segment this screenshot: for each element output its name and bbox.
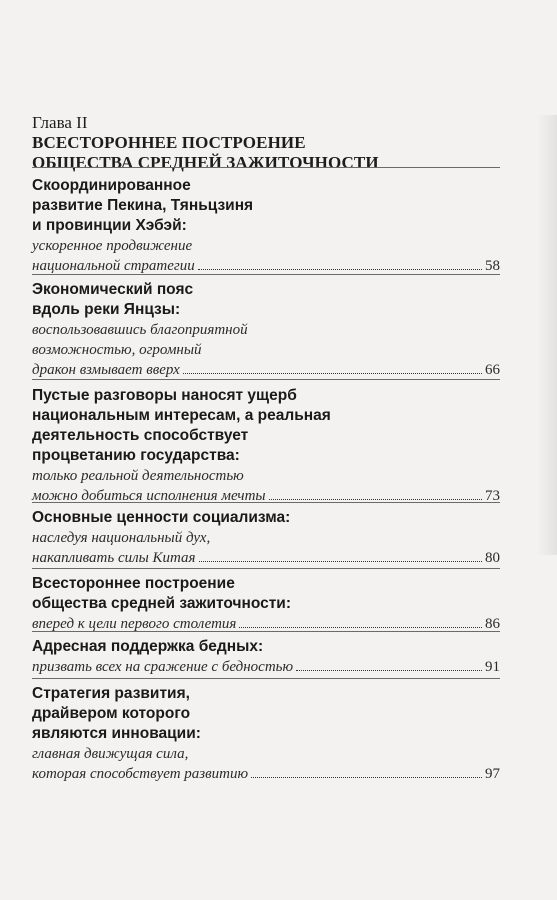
toc-entry[interactable] (32, 176, 500, 276)
chapter-title-line: ОБЩЕСТВА СРЕДНЕЙ ЗАЖИТОЧНОСТИ (32, 153, 379, 172)
entry-title-line: и провинции Хэбэй: (32, 217, 187, 234)
entry-title-line: Экономический пояс (32, 281, 194, 298)
toc-entry[interactable] (32, 684, 500, 784)
toc-entry[interactable] (32, 386, 500, 506)
dot-leader (199, 561, 483, 562)
entry-title-line: Скоординированное (32, 177, 191, 194)
entry-subtitle-line: призвать всех на сражение с бедностью (32, 659, 294, 675)
chapter-heading (32, 113, 532, 173)
page-number: 97 (485, 766, 500, 782)
entry-subtitle-line: возможностью, огромный (32, 342, 202, 358)
entry-subtitle-line: воспользовавшись благоприятной (32, 322, 248, 338)
entry-subtitle-line: дракон взмывает вверх (32, 362, 180, 378)
dot-leader (183, 373, 482, 374)
entry-title-line: Стратегия развития, (32, 685, 190, 702)
entry-title-line: Адресная поддержка бедных: (32, 638, 264, 655)
entry-subtitle-line: главная движущая сила, (32, 746, 189, 762)
entry-title-line: Всестороннее построение (32, 575, 235, 592)
entry-subtitle-line: накапливать силы Китая (32, 550, 196, 566)
divider (32, 274, 500, 275)
entry-last-line (32, 548, 500, 568)
entry-title-line: Основные ценности социализма: (32, 509, 291, 526)
chapter-label: Глава II (32, 113, 88, 132)
entry-title-line: вдоль реки Янцзы: (32, 301, 181, 318)
page-number: 73 (485, 488, 500, 504)
entry-last-line (32, 657, 500, 677)
divider (32, 502, 500, 503)
entry-subtitle-line: национальной стратегии (32, 258, 195, 274)
dot-leader (239, 627, 482, 628)
entry-subtitle-line: наследуя национальный дух, (32, 530, 211, 546)
entry-last-line (32, 486, 500, 506)
dot-leader (198, 269, 482, 270)
divider (32, 379, 500, 380)
toc-entry[interactable] (32, 280, 500, 380)
toc-entry[interactable] (32, 574, 500, 634)
entry-last-line (32, 256, 500, 276)
toc-entry[interactable] (32, 508, 500, 568)
chapter-title-line: ВСЕСТОРОННЕЕ ПОСТРОЕНИЕ (32, 133, 306, 152)
divider (32, 678, 500, 679)
page-number: 91 (485, 659, 500, 675)
entry-title-line: являются инновации: (32, 725, 201, 742)
toc-entry[interactable] (32, 637, 500, 677)
page-number: 58 (485, 258, 500, 274)
entry-last-line (32, 764, 500, 784)
entry-title-line: деятельность способствует (32, 427, 249, 444)
page-number: 86 (485, 616, 500, 632)
page-number: 66 (485, 362, 500, 378)
entry-title-line: общества средней зажиточности: (32, 595, 291, 612)
dot-leader (251, 777, 482, 778)
entry-subtitle-line: которая способствует развитию (32, 766, 249, 782)
entry-title-line: драйвером которого (32, 705, 191, 722)
divider (32, 568, 500, 569)
divider (32, 167, 500, 168)
entry-last-line (32, 360, 500, 380)
entry-title-line: национальным интересам, а реальная (32, 407, 331, 424)
entry-subtitle-line: ускоренное продвижение (32, 238, 193, 254)
entry-title-line: Пустые разговоры наносят ущерб (32, 387, 297, 404)
entry-subtitle-line: только реальной деятельностью (32, 468, 244, 484)
entry-subtitle-line: вперед к цели первого столетия (32, 616, 237, 632)
dot-leader (269, 499, 482, 500)
page-number: 80 (485, 550, 500, 566)
entry-title-line: процветанию государства: (32, 447, 240, 464)
entry-title-line: развитие Пекина, Тяньцзиня (32, 197, 254, 214)
page-bleed-through (537, 115, 557, 555)
entry-subtitle-line: можно добиться исполнения мечты (32, 488, 266, 504)
divider (32, 631, 500, 632)
dot-leader (296, 670, 482, 671)
